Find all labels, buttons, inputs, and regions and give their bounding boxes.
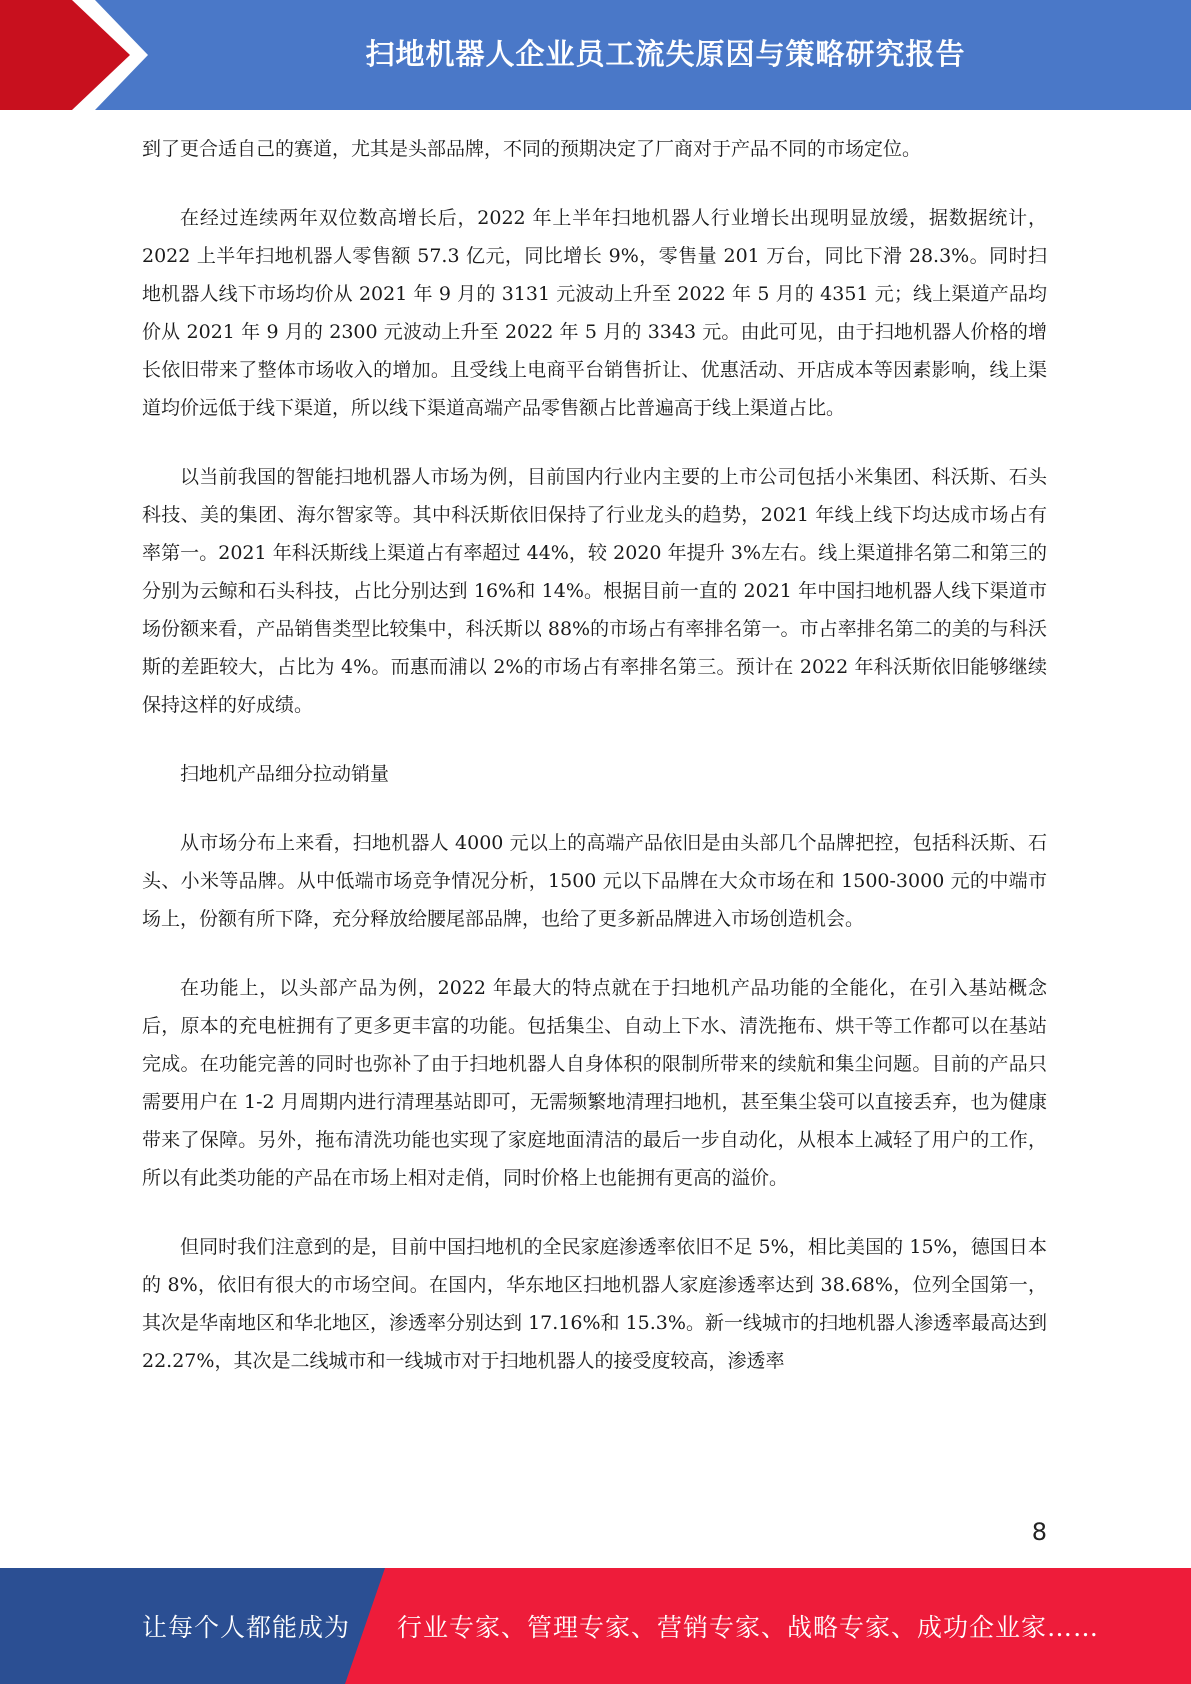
document-body — [142, 130, 1047, 1411]
paragraph: 以当前我国的智能扫地机器人市场为例，目前国内行业内主要的上市公司包括小米集团、科沃斯、石头科技、美的集团、海尔智家等。其中科沃斯依旧保持了行业龙头的趋势，2021 年线上线下均达成市场占有率第一。2021 年科沃斯线上渠道占有率超过 44%，较 2020 年提升 3%左右。线上渠道排名第二和第三的分别为云鲸和石头科技，占比分别达到 16%和 14%。根据目前一直的 2021 年中国扫地机器人线下渠道市场份额来看，产品销售类型比较集中，科沃斯以 88%的市场占有率排名第一。市占率排名第二的美的与科沃斯的差距较大，占比为 4%。而惠而浦以 2%的市场占有率排名第三。预计在 2022 年科沃斯依旧能够继续保持这样的好成绩。 — [142, 466, 1047, 716]
page-number: 8 — [1031, 1518, 1047, 1546]
paragraph: 从市场分布上来看，扫地机器人 4000 元以上的高端产品依旧是由头部几个品牌把控，包括科沃斯、石头、小米等品牌。从中低端市场竞争情况分析，1500 元以下品牌在大众市场在和 1500-3000 元的中端市场上，份额有所下降，充分释放给腰尾部品牌，也给了更多新品牌进入市场创造机会。 — [142, 832, 1047, 930]
page-footer — [0, 1568, 1191, 1684]
paragraph: 在经过连续两年双位数高增长后，2022 年上半年扫地机器人行业增长出现明显放缓，据数据统计，2022 上半年扫地机器人零售额 57.3 亿元，同比增长 9%，零售量 201 万台，同比下滑 28.3%。同时扫地机器人线下市场均价从 2021 年 9 月的 3131 元波动上升至 2022 年 5 月的 4351 元；线上渠道产品均价从 2021 年 9 月的 2300 元波动上升至 2022 年 5 月的 3343 元。由此可见，由于扫地机器人价格的增长依旧带来了整体市场收入的增加。且受线上电商平台销售折让、优惠活动、开店成本等因素影响，线上渠道均价远低于线下渠道，所以线下渠道高端产品零售额占比普遍高于线上渠道占比。 — [142, 207, 1047, 419]
footer-slogan-left: 让每个人都能成为 — [142, 1613, 351, 1642]
paragraph: 但同时我们注意到的是，目前中国扫地机的全民家庭渗透率依旧不足 5%，相比美国的 15%，德国日本的 8%，依旧有很大的市场空间。在国内，华东地区扫地机器人家庭渗透率达到 38.68%，位列全国第一，其次是华南地区和华北地区，渗透率分别达到 17.16%和 15.3%。新一线城市的扫地机器人渗透率最高达到 22.27%，其次是二线城市和一线城市对于扫地机器人的接受度较高，渗透率 — [142, 1236, 1047, 1372]
section-heading: 扫地机产品细分拉动销量 — [180, 763, 390, 785]
page-header — [0, 0, 1191, 110]
header-title: 扫地机器人企业员工流失原因与策略研究报告 — [365, 36, 966, 71]
paragraph: 在功能上，以头部产品为例，2022 年最大的特点就在于扫地机产品功能的全能化，在引入基站概念后，原本的充电桩拥有了更多更丰富的功能。包括集尘、自动上下水、清洗拖布、烘干等工作都可以在基站完成。在功能完善的同时也弥补了由于扫地机器人自身体积的限制所带来的续航和集尘问题。目前的产品只需要用户在 1-2 月周期内进行清理基站即可，无需频繁地清理扫地机，甚至集尘袋可以直接丢弃，也为健康带来了保障。另外，拖布清洗功能也实现了家庭地面清洁的最后一步自动化，从根本上减轻了用户的工作，所以有此类功能的产品在市场上相对走俏，同时价格上也能拥有更高的溢价。 — [142, 977, 1047, 1189]
footer-slogan-right: 行业专家、管理专家、营销专家、战略专家、成功企业家…… — [397, 1613, 1100, 1642]
paragraph-continuation: 到了更合适自己的赛道，尤其是头部品牌，不同的预期决定了厂商对于产品不同的市场定位。 — [142, 138, 922, 160]
